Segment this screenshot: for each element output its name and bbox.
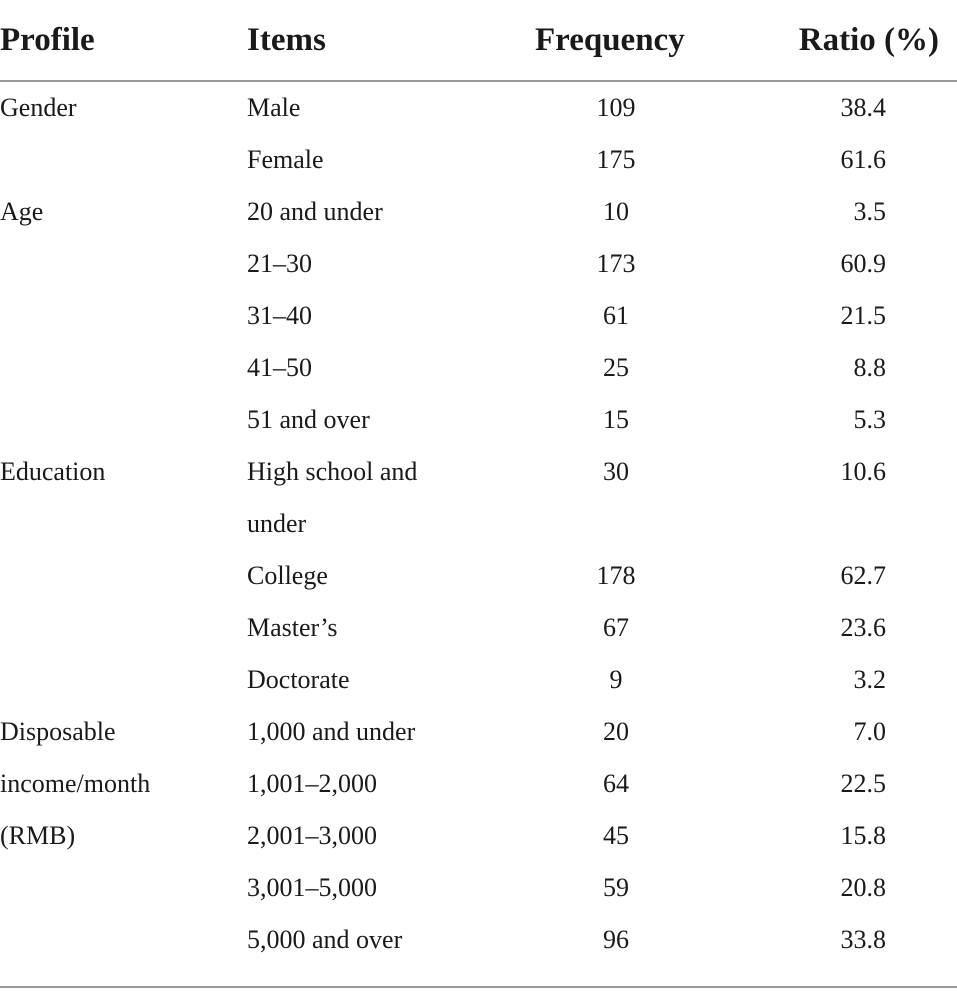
table-row — [0, 706, 957, 758]
item-cell: 21–30 — [247, 249, 312, 278]
header-profile: Profile — [0, 22, 95, 58]
item-cell: Doctorate — [247, 665, 350, 694]
profile-cell: Age — [0, 197, 44, 226]
frequency-cell: 10 — [603, 197, 629, 226]
frequency-cell: 25 — [603, 353, 629, 382]
frequency-cell: 178 — [596, 561, 636, 590]
ratio-cell: 23.6 — [840, 613, 886, 642]
table-row — [0, 758, 957, 810]
table-row — [0, 654, 957, 706]
item-cell: 20 and under — [247, 197, 383, 226]
table-row — [0, 550, 957, 602]
item-cell: Female — [247, 145, 324, 174]
table-header — [0, 0, 957, 82]
frequency-cell: 67 — [603, 613, 629, 642]
item-cell: 1,000 and under — [247, 717, 416, 746]
ratio-cell: 62.7 — [840, 561, 886, 590]
frequency-cell: 173 — [596, 249, 636, 278]
profile-cell: Education — [0, 457, 106, 486]
ratio-cell: 15.8 — [840, 821, 886, 850]
frequency-cell: 96 — [603, 925, 629, 954]
profile-cell: Gender — [0, 93, 77, 122]
table-row — [0, 238, 957, 290]
profile-cell: Disposable — [0, 717, 116, 746]
profile-cell: income/month — [0, 769, 151, 798]
item-cell: 41–50 — [247, 353, 312, 382]
ratio-cell: 21.5 — [840, 301, 886, 330]
table-row — [0, 290, 957, 342]
ratio-cell: 10.6 — [840, 457, 886, 486]
table-row — [0, 810, 957, 862]
table-row — [0, 446, 957, 550]
ratio-cell: 7.0 — [853, 717, 886, 746]
table-body — [0, 82, 957, 966]
ratio-cell: 33.8 — [840, 925, 886, 954]
item-cell: 3,001–5,000 — [247, 873, 377, 902]
header-frequency: Frequency — [535, 22, 685, 58]
frequency-cell: 20 — [603, 717, 629, 746]
frequency-cell: 30 — [603, 457, 629, 486]
ratio-cell: 5.3 — [853, 405, 886, 434]
ratio-cell: 60.9 — [840, 249, 886, 278]
item-cell: 31–40 — [247, 301, 312, 330]
item-cell: 1,001–2,000 — [247, 769, 377, 798]
table-row — [0, 134, 957, 186]
header-ratio: Ratio (%) — [798, 22, 939, 58]
frequency-cell: 45 — [603, 821, 629, 850]
item-cell: High school and under — [247, 457, 418, 538]
ratio-cell: 3.2 — [853, 665, 886, 694]
ratio-cell: 20.8 — [840, 873, 886, 902]
frequency-cell: 61 — [603, 301, 629, 330]
table-row — [0, 82, 957, 134]
frequency-cell: 59 — [603, 873, 629, 902]
header-items: Items — [247, 22, 326, 58]
ratio-cell: 61.6 — [840, 145, 886, 174]
item-cell: Male — [247, 93, 301, 122]
item-cell: 51 and over — [247, 405, 370, 434]
table-row — [0, 342, 957, 394]
table-row — [0, 602, 957, 654]
bottom-rule — [0, 986, 957, 988]
table-row — [0, 186, 957, 238]
frequency-cell: 109 — [596, 93, 636, 122]
item-cell: 5,000 and over — [247, 925, 403, 954]
frequency-cell: 15 — [603, 405, 629, 434]
ratio-cell: 22.5 — [840, 769, 886, 798]
profile-cell: (RMB) — [0, 821, 76, 850]
table-row — [0, 914, 957, 966]
frequency-cell: 64 — [603, 769, 629, 798]
ratio-cell: 38.4 — [840, 93, 886, 122]
item-cell: Master’s — [247, 613, 338, 642]
table-row — [0, 394, 957, 446]
ratio-cell: 3.5 — [853, 197, 886, 226]
frequency-cell: 175 — [596, 145, 636, 174]
ratio-cell: 8.8 — [853, 353, 886, 382]
item-cell: College — [247, 561, 328, 590]
table-row — [0, 862, 957, 914]
item-cell: 2,001–3,000 — [247, 821, 377, 850]
frequency-cell: 9 — [609, 665, 623, 694]
